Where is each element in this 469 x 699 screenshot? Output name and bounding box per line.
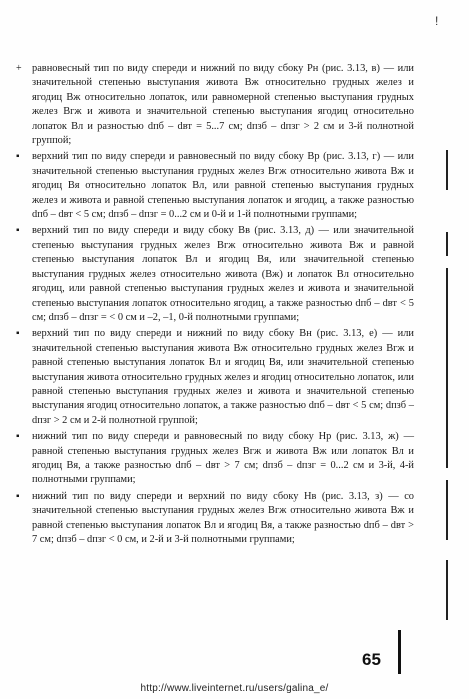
list-item	[12, 224, 414, 325]
bullet-marker: ▪	[16, 151, 20, 163]
page-edge-shadow	[446, 0, 448, 699]
bullet-marker: +	[16, 63, 22, 74]
bullet-marker: ▪	[16, 225, 20, 237]
list-item	[12, 62, 414, 148]
list-item-text: равновесный тип по виду спереди и нижний по виду сбоку Рн (рис. 3.13, в) — или значительной степенью выступания живота Вж относительно грудных желез и ягодиц Вж относительно лопаток, или равномерной степенью выступания грудных желез Вгж и живота и значительной степенью выступания ягодиц относительно лопаток Вл и разностью dпб – dвт = 5...7 см; dпзб – dпзг > 2 см и 3-й полнотной группой;	[32, 63, 414, 147]
list-item-text: нижний тип по виду спереди и верхний по виду сбоку Нв (рис. 3.13, з) — со значительной степенью выступания грудных желез Вгж относительно живота Вж и равной степенью выступания лопаток Вл и ягодиц Вя, а также разностью dпб – dвт > 7 см; dпзб – dпзг < 0 см, и 2-й и 3-й полнотными группами;	[32, 490, 414, 545]
binding-mark: !	[435, 14, 439, 28]
watermark-url: http://www.liveinternet.ru/users/galina_e/	[140, 683, 329, 694]
list-item	[12, 430, 414, 488]
bullet-marker: ▪	[16, 431, 20, 443]
bullet-marker: ▪	[16, 490, 20, 502]
bullet-marker: ▪	[16, 328, 20, 340]
page-number-rule	[398, 630, 401, 674]
body-text	[12, 62, 414, 549]
list-item-text: нижний тип по виду спереди и равновесный по виду сбоку Нр (рис. 3.13, ж) — равной степенью выступания грудных желез Вгж и живота Вж или лопаток Вл и ягодиц Вя, а также разностью dпб – dвт > 7 см; dпзб – dпзг = 0...2 см и 3-й, 4-й полнотными группами;	[32, 431, 414, 486]
list-item	[12, 490, 414, 548]
list-item	[12, 150, 414, 222]
page-number: 65	[362, 650, 381, 669]
list-item-text: верхний тип по виду спереди и равновесный по виду сбоку Вр (рис. 3.13, г) — или значительной степенью выступания грудных желез Вгж относительно живота Вж и ягодиц Вя относительно лопаток Вл, или равной степенью выступания грудных желез и живота и равной степенью выступания лопаток и ягодиц, а также разностью dпб – dвт < 5 см; dпзб – dпзг = 0...2 см и 0-й и 1-й полнотными группами;	[32, 151, 414, 221]
list-item	[12, 327, 414, 428]
list-item-text: верхний тип по виду спереди и нижний по виду сбоку Вн (рис. 3.13, е) — или значительной степенью выступания живота Вж относительно грудных желез Вгж и равной степенью выступания лопаток Вл и ягодиц Вя, или значительной степенью выступания живота относительно грудных желез и ягодиц относительно лопаток, или равной степенью выступания грудных желез и живота и значительной степенью выступания ягодиц относительно лопаток, а также разностью dпб – dвт < 5 см; dпзб – dпзг > 2 см и 2-й полнотной группой;	[32, 328, 414, 426]
list-item-text: верхний тип по виду спереди и виду сбоку Вв (рис. 3.13, д) — или значительной степенью выступания грудных желез Вгж относительно живота Вж и равной степенью выступания лопаток Вл и ягодиц Вя, или значительной степенью выступания грудных желез относительно живота (Вж) и лопаток Вл относительно ягодиц, или равной степенью выступания грудных желез и живота и значительной степенью выступания лопаток относительно ягодиц, а также разностью dпб – dвт < 5 см; dпзб – dпзг = < 0 см и –2, –1, 0-й полнотными группами;	[32, 225, 414, 323]
